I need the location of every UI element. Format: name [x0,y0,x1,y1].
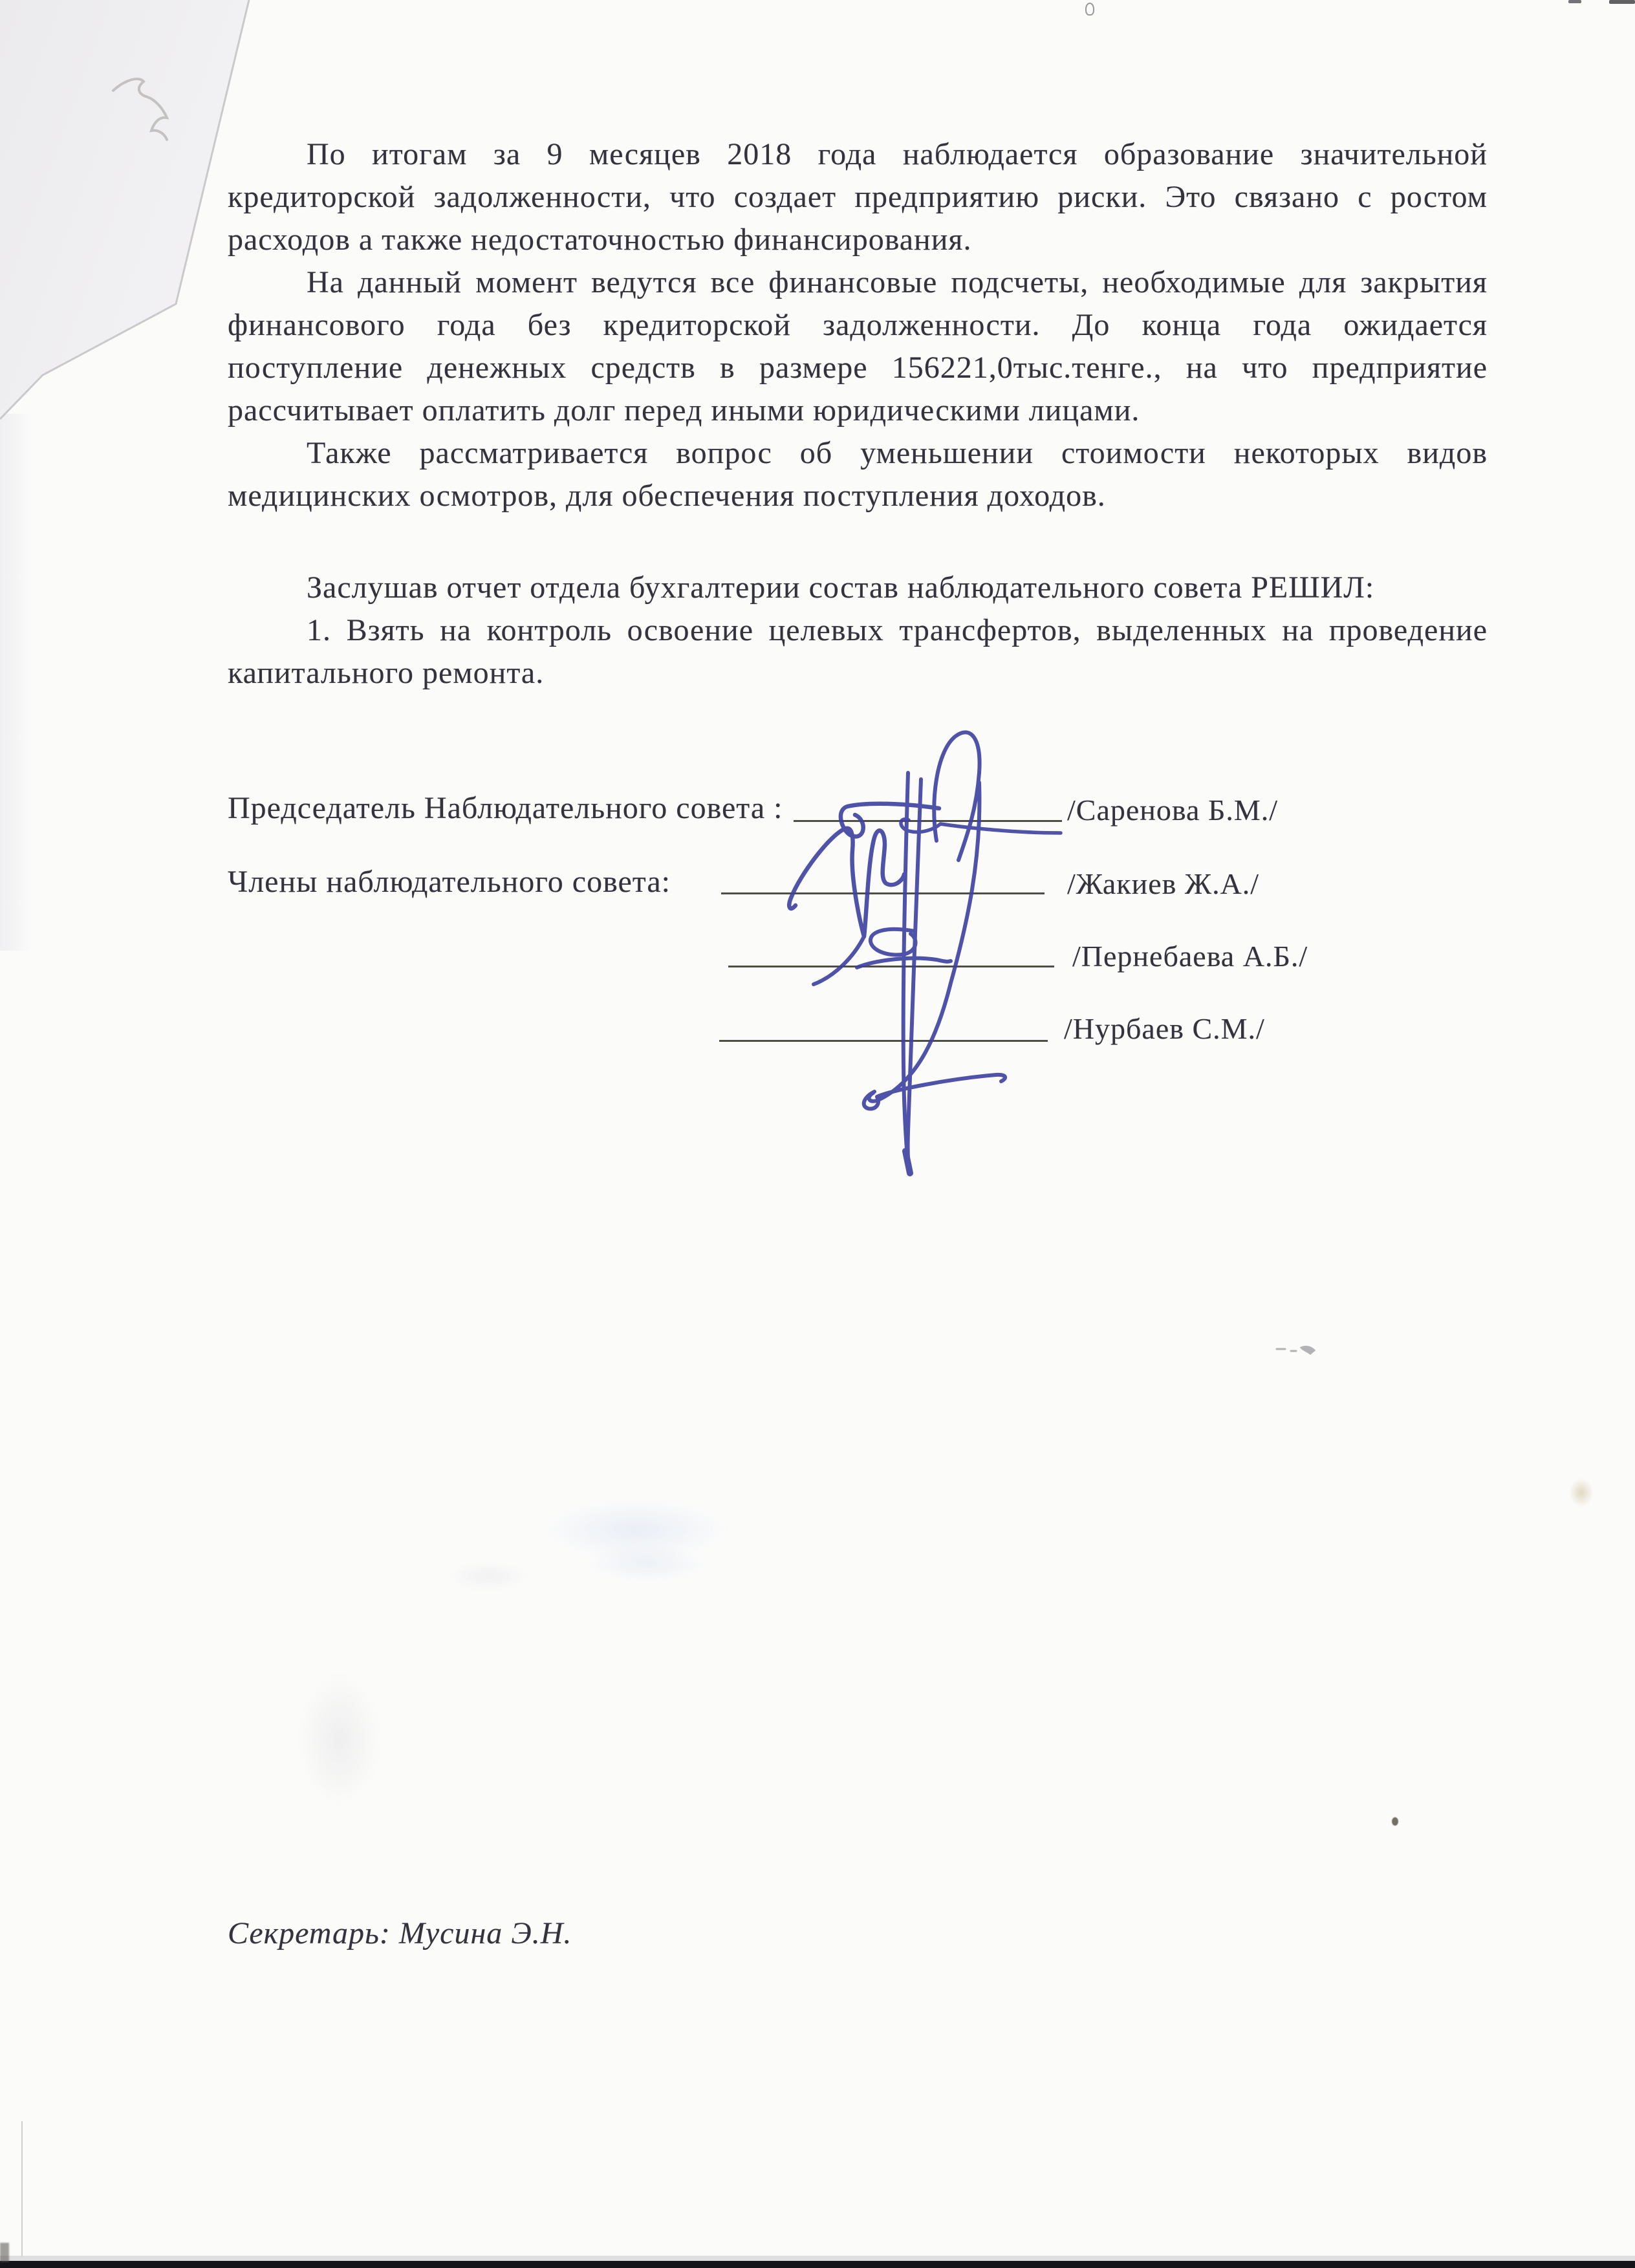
document-body [228,133,1488,695]
signature-name-zhakiev: /Жакиев Ж.А./ [1067,867,1260,900]
signature-name-pernebaeva: /Пернебаева А.Б./ [1072,940,1308,973]
body-line: Также рассматривается вопрос об уменьшении стоимости некоторых видов [307,436,1488,470]
scan-dust [298,1672,382,1808]
secretary-line: Секретарь: Мусина Э.Н. [228,1916,572,1950]
bottom-left-smudge [0,2243,9,2262]
paper-stain [1569,1478,1594,1507]
left-edge-scanline [21,2121,23,2257]
scanner-bottom-edge [0,2261,1635,2268]
body-line: рассчитывает оплатить долг перед иными юридическими лицами. [228,393,1140,427]
top-edge-speck [1609,0,1635,4]
body-line: кредиторской задолженности, что создает предприятию риски. Это связано с ростом [228,180,1488,214]
body-line: поступление денежных средств в размере 156221,0тыс.тенге., на что предприятие [228,351,1488,385]
top-edge-mark [1085,3,1094,16]
body-line: медицинских осмотров, для обеспечения поступления доходов. [228,479,1106,513]
top-edge-speck [1568,0,1581,3]
handwritten-signature [744,698,1080,1190]
ink-speck [1392,1817,1398,1826]
resolution-item-line: 1. Взять на контроль освоение целевых трансфертов, выделенных на проведение [307,613,1488,647]
signature-name-nurbaev: /Нурбаев С.М./ [1064,1012,1265,1045]
chairman-label: Председатель Наблюдательного совета : [228,791,783,825]
ink-bleed-ghost [585,1546,708,1581]
body-line: По итогам за 9 месяцев 2018 года наблюдается образование значительной [307,137,1488,171]
body-line: расходов а также недостаточностью финансирования. [228,222,972,257]
resolution-intro-line: Заслушав отчет отдела бухгалтерии состав наблюдательного совета РЕШИЛ: [307,570,1375,605]
ink-bleed-ghost [446,1562,530,1591]
body-line: На данный момент ведутся все финансовые подсчеты, необходимые для закрытия [307,265,1488,299]
members-label: Члены наблюдательного совета: [228,865,671,899]
scanner-left-shadow [0,414,32,951]
resolution-item-line: капитального ремонта. [228,656,545,690]
scanner-bottom-band [0,2256,1635,2261]
signature-name-sarenova: /Саренова Б.М./ [1067,794,1279,826]
gray-smudge-marks [1275,1344,1321,1355]
body-line: финансового года без кредиторской задолженности. До конца года ожидается [228,308,1488,342]
